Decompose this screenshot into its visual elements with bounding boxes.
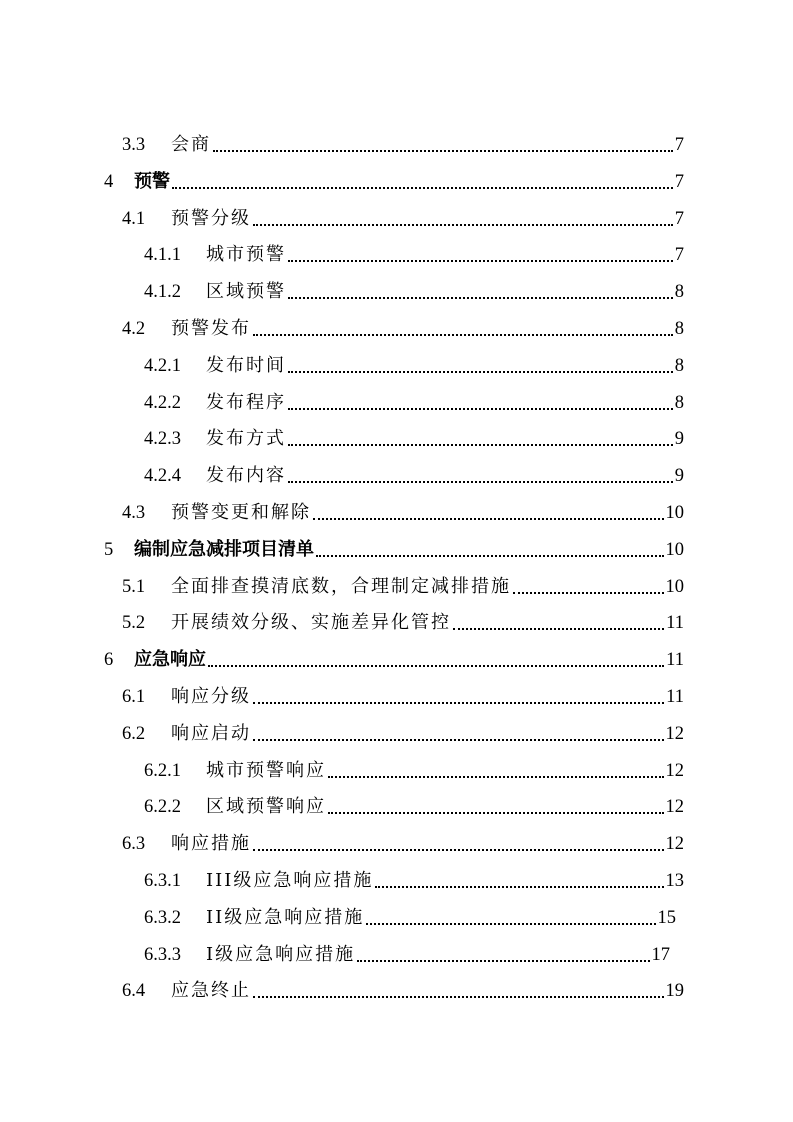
toc-page-number: 9	[674, 466, 684, 487]
toc-section-number: 3.3	[122, 135, 146, 155]
toc-section-title: 响应措施	[171, 833, 251, 855]
toc-dot-leader	[316, 535, 664, 557]
toc-section-number: 5	[104, 539, 114, 560]
toc-entry[interactable]	[0, 161, 793, 198]
toc-entry[interactable]	[0, 934, 793, 971]
toc-section-number: 5.1	[122, 576, 146, 597]
toc-section-number: 4.2.3	[144, 429, 181, 450]
toc-page-number: 10	[665, 502, 684, 523]
toc-dot-leader	[375, 866, 663, 888]
toc-dot-leader	[172, 167, 673, 189]
toc-section-title: 发布程序	[206, 391, 286, 413]
toc-page-number: 12	[665, 723, 684, 744]
toc-page-number: 8	[674, 282, 684, 303]
toc-section-number: 4.1.2	[144, 282, 181, 303]
toc-entry[interactable]	[0, 823, 793, 860]
toc-entry[interactable]	[0, 897, 793, 934]
toc-section-number: 4.1.1	[144, 245, 181, 266]
toc-dot-leader	[313, 498, 664, 520]
toc-page-number: 7	[674, 208, 684, 229]
toc-entry-line	[144, 942, 670, 968]
toc-entry-line	[144, 353, 684, 379]
toc-section-number: 4	[104, 171, 114, 192]
toc-entry-line	[144, 426, 684, 452]
toc-section-title: 预警分级	[171, 207, 251, 229]
toc-dot-leader	[288, 277, 673, 299]
toc-page-number: 17	[651, 944, 670, 965]
toc-section-number: 6.3.3	[144, 944, 181, 965]
toc-entry[interactable]	[0, 271, 793, 308]
toc-section-number: 4.2	[122, 318, 146, 339]
toc-dot-leader	[288, 461, 673, 483]
toc-page-number: 7	[674, 245, 684, 266]
toc-entry[interactable]	[0, 602, 793, 639]
toc-dot-leader	[357, 940, 649, 962]
toc-section-title: 预警	[134, 170, 170, 192]
toc-section-title: 预警变更和解除	[171, 501, 311, 523]
toc-page-number: 11	[666, 686, 684, 707]
toc-entry-line	[122, 574, 684, 600]
table-of-contents	[0, 124, 793, 1007]
toc-section-title: 发布内容	[206, 465, 286, 487]
toc-entry-line	[144, 279, 684, 305]
toc-entry[interactable]	[0, 750, 793, 787]
toc-section-title: 开展绩效分级、实施差异化管控	[171, 612, 451, 634]
toc-entry-line	[122, 206, 684, 232]
toc-entry[interactable]	[0, 198, 793, 235]
toc-section-title: II级应急响应措施	[206, 906, 365, 928]
toc-dot-leader	[366, 903, 655, 925]
toc-section-number: 4.2.2	[144, 392, 181, 413]
toc-page-number: 7	[674, 135, 684, 155]
toc-section-title: 全面排查摸清底数，合理制定减排措施	[171, 575, 511, 597]
toc-section-title: 编制应急减排项目清单	[134, 538, 314, 560]
toc-section-number: 4.3	[122, 502, 146, 523]
toc-section-number: 6.1	[122, 686, 146, 707]
toc-section-title: 应急终止	[171, 980, 251, 1002]
toc-dot-leader	[328, 756, 664, 778]
toc-section-number: 6.3.1	[144, 870, 181, 891]
toc-entry[interactable]	[0, 418, 793, 455]
toc-dot-leader	[208, 645, 664, 667]
toc-entry[interactable]	[0, 676, 793, 713]
toc-dot-leader	[253, 682, 664, 704]
toc-entry-line	[144, 868, 684, 894]
toc-dot-leader	[253, 314, 673, 336]
toc-dot-leader	[288, 240, 673, 262]
toc-entry-line	[104, 647, 684, 673]
toc-entry[interactable]	[0, 970, 793, 1007]
toc-dot-leader	[253, 829, 664, 851]
toc-entry[interactable]	[0, 382, 793, 419]
toc-section-number: 5.2	[122, 613, 146, 634]
toc-page-number: 8	[674, 318, 684, 339]
toc-entry-line	[122, 316, 684, 342]
toc-section-number: 6.2	[122, 723, 146, 744]
toc-entry[interactable]	[0, 345, 793, 382]
toc-section-number: 4.1	[122, 208, 146, 229]
toc-section-title: 发布时间	[206, 354, 286, 376]
toc-entry[interactable]	[0, 529, 793, 566]
toc-section-number: 6.2.2	[144, 797, 181, 818]
toc-section-number: 6.3.2	[144, 907, 181, 928]
toc-dot-leader	[513, 572, 664, 594]
toc-entry[interactable]	[0, 455, 793, 492]
toc-section-title: 区域预警响应	[206, 796, 326, 818]
toc-page-number: 12	[665, 760, 684, 781]
toc-section-title: 响应分级	[171, 685, 251, 707]
toc-section-number: 6.4	[122, 981, 146, 1002]
toc-page-number: 7	[674, 171, 684, 192]
toc-entry-line	[144, 905, 676, 931]
toc-entry[interactable]	[0, 713, 793, 750]
toc-section-title: 区域预警	[206, 281, 286, 303]
toc-entry[interactable]	[0, 639, 793, 676]
toc-section-number: 4.2.1	[144, 355, 181, 376]
toc-page-number: 19	[665, 981, 684, 1002]
toc-entry-line	[122, 978, 684, 1004]
toc-section-number: 6	[104, 650, 114, 671]
toc-entry[interactable]	[0, 566, 793, 603]
toc-page-number: 13	[665, 870, 684, 891]
toc-section-number: 6.3	[122, 834, 146, 855]
toc-page-number: 8	[674, 355, 684, 376]
toc-dot-leader	[213, 130, 673, 152]
toc-entry-line	[122, 684, 684, 710]
toc-page-number: 12	[665, 834, 684, 855]
toc-page-number: 10	[665, 539, 684, 560]
toc-section-title: 响应启动	[171, 722, 251, 744]
toc-page-number: 12	[665, 797, 684, 818]
toc-page-number: 15	[657, 907, 676, 928]
toc-section-title: I级应急响应措施	[206, 943, 356, 965]
toc-dot-leader	[288, 351, 673, 373]
toc-page-number: 10	[665, 576, 684, 597]
toc-section-title: III级应急响应措施	[206, 869, 374, 891]
toc-section-title: 应急响应	[134, 649, 206, 671]
toc-dot-leader	[288, 388, 673, 410]
toc-entry-line	[122, 610, 684, 636]
toc-entry-line	[104, 169, 684, 195]
toc-entry-line	[144, 758, 684, 784]
toc-section-title: 预警发布	[171, 317, 251, 339]
toc-page-number: 11	[666, 650, 684, 671]
toc-entry[interactable]	[0, 786, 793, 823]
toc-entry-line	[144, 390, 684, 416]
toc-entry-line	[144, 463, 684, 489]
toc-section-title: 城市预警	[206, 244, 286, 266]
toc-dot-leader	[328, 792, 664, 814]
toc-entry[interactable]	[0, 234, 793, 271]
toc-entry-line	[122, 500, 684, 526]
toc-dot-leader	[453, 608, 664, 630]
toc-section-title: 会商	[171, 134, 211, 155]
toc-page-number: 11	[666, 613, 684, 634]
toc-entry[interactable]	[0, 308, 793, 345]
toc-page-number: 9	[674, 429, 684, 450]
toc-section-number: 6.2.1	[144, 760, 181, 781]
toc-dot-leader	[288, 424, 673, 446]
toc-entry-line	[122, 132, 684, 158]
toc-entry-line	[144, 242, 684, 268]
toc-entry-line	[104, 537, 684, 563]
toc-entry-line	[122, 831, 684, 857]
toc-dot-leader	[253, 976, 664, 998]
toc-entry-line	[122, 721, 684, 747]
toc-section-number: 4.2.4	[144, 466, 181, 487]
toc-page-number: 8	[674, 392, 684, 413]
toc-entry[interactable]	[0, 124, 793, 161]
toc-section-title: 城市预警响应	[206, 759, 326, 781]
toc-dot-leader	[253, 719, 664, 741]
toc-dot-leader	[253, 204, 673, 226]
toc-entry-line	[144, 794, 684, 820]
toc-entry[interactable]	[0, 492, 793, 529]
toc-entry[interactable]	[0, 860, 793, 897]
toc-section-title: 发布方式	[206, 428, 286, 450]
